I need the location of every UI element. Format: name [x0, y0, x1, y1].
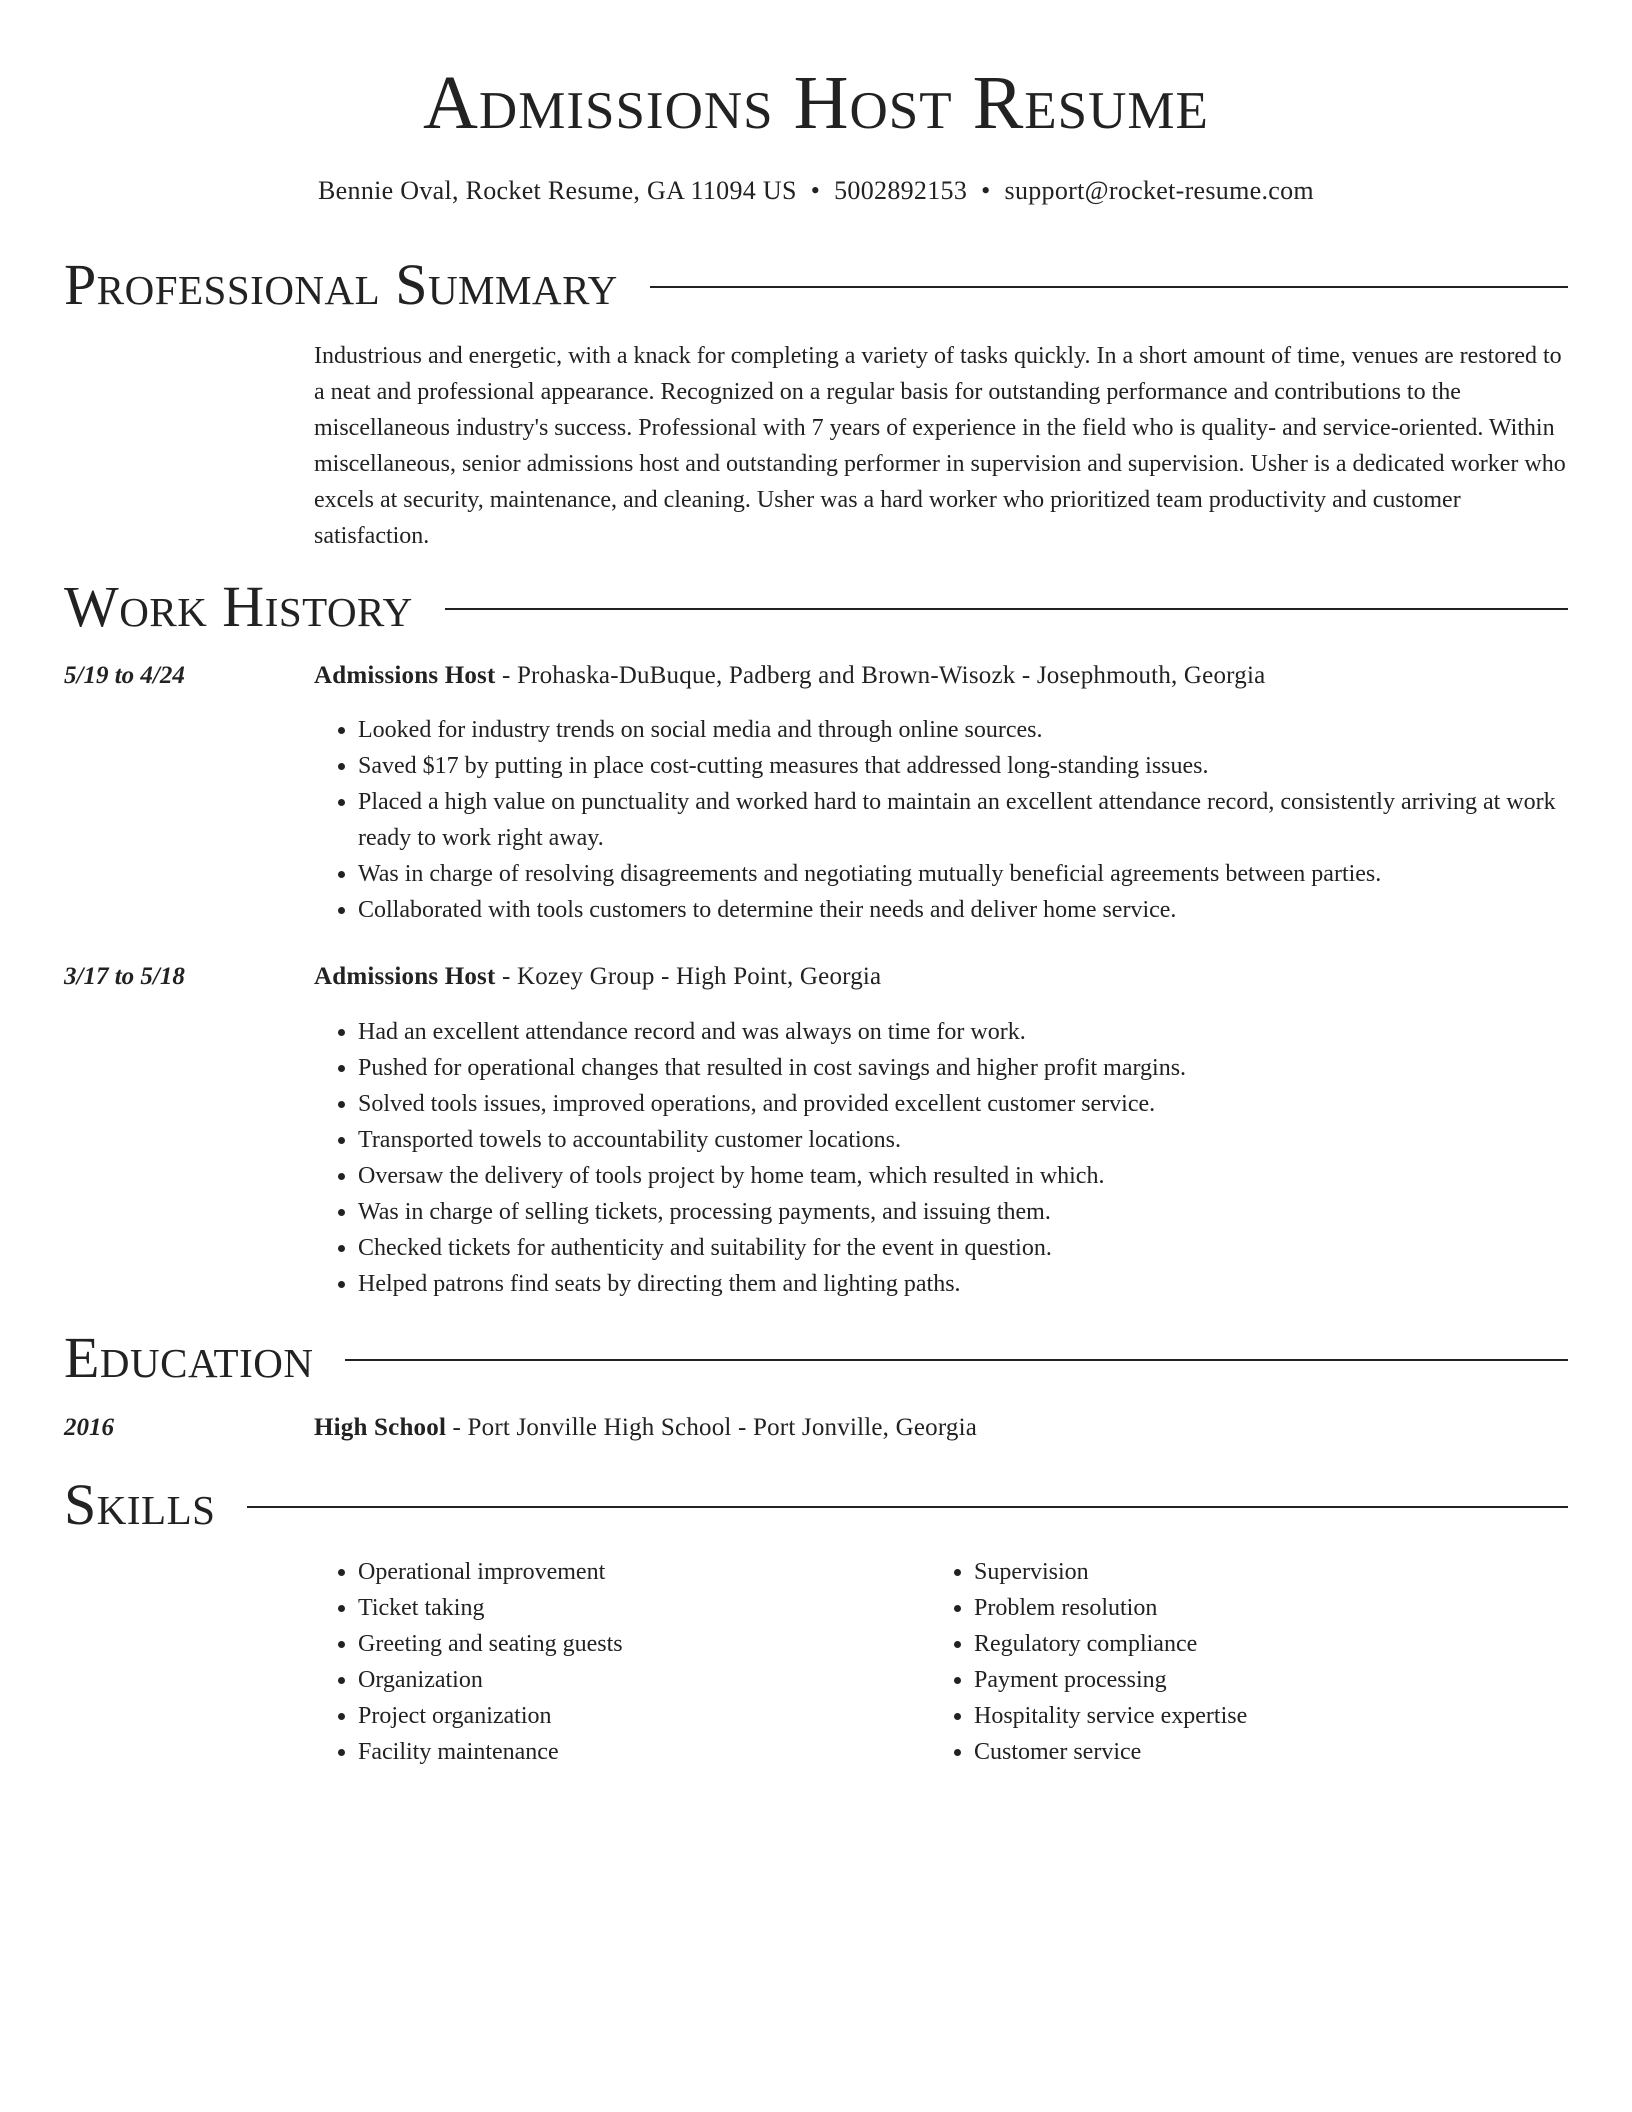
contact-separator: •: [810, 176, 821, 205]
skill-item: • Operational improvement: [358, 1554, 914, 1590]
job-details: - Kozey Group - High Point, Georgia: [495, 963, 882, 990]
list-item: • Transported towels to accountability customer locations.: [358, 1122, 1570, 1158]
education-section-header: [64, 1323, 1568, 1393]
list-item: • Looked for industry trends on social media and through online sources.: [358, 712, 1570, 748]
education-year: 2016: [64, 1414, 114, 1441]
section-divider: [247, 1506, 1568, 1508]
summary-section-header: [64, 250, 1568, 320]
skill-item: • Problem resolution: [974, 1590, 1530, 1626]
contact-email: support@rocket-resume.com: [1004, 176, 1314, 205]
list-item: • Placed a high value on punctuality and worked hard to maintain an excellent attendance record, consistently arriving at work ready to work right away.: [358, 784, 1570, 856]
section-divider: [345, 1359, 1568, 1361]
education-heading: Education: [64, 1325, 314, 1390]
skill-item: • Greeting and seating guests: [358, 1626, 914, 1662]
job-bullets: [314, 712, 1570, 928]
list-item: • Helped patrons find seats by directing them and lighting paths.: [358, 1266, 1570, 1302]
skill-item: • Organization: [358, 1662, 914, 1698]
section-divider: [650, 286, 1568, 288]
skill-item: • Regulatory compliance: [974, 1626, 1530, 1662]
list-item: • Was in charge of resolving disagreements and negotiating mutually beneficial agreements between parties.: [358, 856, 1570, 892]
education-details: - Port Jonville High School - Port Jonville, Georgia: [446, 1414, 978, 1441]
skill-item: • Ticket taking: [358, 1590, 914, 1626]
list-item: • Solved tools issues, improved operations, and provided excellent customer service.: [358, 1086, 1570, 1122]
job-bullets: [314, 1014, 1570, 1302]
summary-text: Industrious and energetic, with a knack for completing a variety of tasks quickly. In a short amount of time, venues are restored to a neat and professional appearance. Recognized on a regular basis for outstanding performance and contributions to the miscellaneous industry's success. Professional with 7 years of experience in the field who is quality- and service-oriented. Within miscellaneous, senior admissions host and outstanding performer in supervision and supervision. Usher is a dedicated worker who excels at security, maintenance, and cleaning. Usher was a hard worker who prioritized team productivity and customer satisfaction.: [314, 343, 1566, 549]
skill-item: • Facility maintenance: [358, 1734, 914, 1770]
work-heading: Work History: [64, 574, 413, 639]
skill-item: • Project organization: [358, 1698, 914, 1734]
skills-section-header: [64, 1470, 1568, 1540]
list-item: • Oversaw the delivery of tools project by home team, which resulted in which.: [358, 1158, 1570, 1194]
education-degree: High School: [314, 1414, 447, 1441]
list-item: • Had an excellent attendance record and was always on time for work.: [358, 1014, 1570, 1050]
skill-item: • Customer service: [974, 1734, 1530, 1770]
skills-list-left: [314, 1554, 914, 1770]
contact-phone: 5002892153: [834, 176, 968, 205]
contact-address: Bennie Oval, Rocket Resume, GA 11094 US: [318, 176, 797, 205]
list-item: • Saved $17 by putting in place cost-cutting measures that addressed long-standing issues.: [358, 748, 1570, 784]
job-title: Admissions Host: [314, 662, 496, 689]
contact-line: [0, 174, 1632, 208]
list-item: • Was in charge of selling tickets, processing payments, and issuing them.: [358, 1194, 1570, 1230]
resume-title: Admissions Host Resume: [423, 61, 1209, 145]
list-item: • Checked tickets for authenticity and suitability for the event in question.: [358, 1230, 1570, 1266]
skills-list-right: [930, 1554, 1530, 1770]
job-dates: 5/19 to 4/24: [64, 662, 185, 689]
job-heading: [314, 659, 1570, 693]
job-details: - Prohaska-DuBuque, Padberg and Brown-Wisozk - Josephmouth, Georgia: [495, 662, 1266, 689]
education-line: [314, 1411, 1570, 1445]
contact-separator: •: [981, 176, 991, 205]
work-section-header: [64, 572, 1568, 642]
skill-item: • Supervision: [974, 1554, 1530, 1590]
list-item: • Pushed for operational changes that resulted in cost savings and higher profit margins.: [358, 1050, 1570, 1086]
summary-heading: Professional Summary: [64, 252, 618, 317]
skills-heading: Skills: [64, 1472, 216, 1537]
skill-item: • Payment processing: [974, 1662, 1530, 1698]
job-heading: [314, 960, 1570, 994]
section-divider: [445, 608, 1568, 610]
list-item: • Collaborated with tools customers to determine their needs and deliver home service.: [358, 892, 1570, 928]
skill-item: • Hospitality service expertise: [974, 1698, 1530, 1734]
job-title: Admissions Host: [314, 963, 496, 990]
job-dates: 3/17 to 5/18: [64, 963, 185, 990]
